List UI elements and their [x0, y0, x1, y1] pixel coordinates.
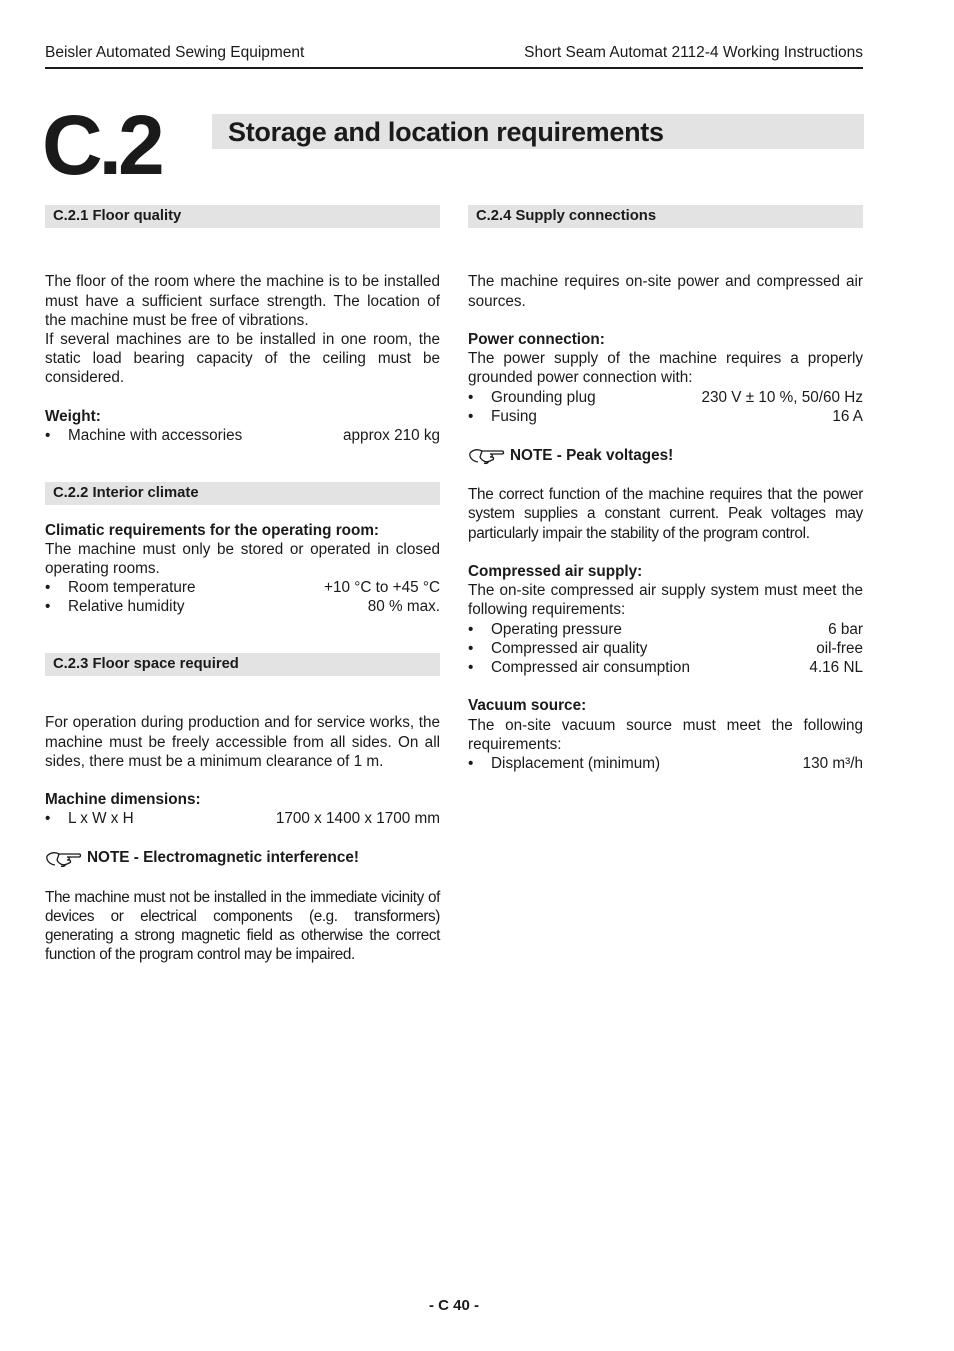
climate-requirements-text: The machine must only be stored or operated in closed operating rooms.	[45, 540, 440, 577]
air-item-label: • Compressed air quality	[468, 639, 647, 658]
page-number: - C 40 -	[428, 1297, 479, 1314]
dimensions-row	[45, 809, 440, 828]
air-item-value: 6 bar	[828, 620, 863, 638]
vacuum-label: Vacuum source:	[468, 697, 587, 715]
weight-row	[45, 426, 440, 445]
vacuum-text: The on-site vacuum source must meet the following requirements:	[468, 716, 863, 753]
section-heading-supply-connections: C.2.4 Supply connections	[468, 205, 863, 228]
air-item-label: • Operating pressure	[468, 620, 622, 639]
air-row	[468, 639, 863, 658]
climate-requirements-label: Climatic requirements for the operating room:	[45, 521, 380, 539]
weight-value: approx 210 kg	[343, 427, 440, 444]
header-left: Beisler Automated Sewing Equipment	[45, 44, 305, 61]
header-rule	[45, 67, 863, 69]
air-item-value: oil-free	[816, 639, 863, 657]
power-item-label: • Grounding plug	[468, 388, 596, 407]
floor-quality-paragraph-2: If several machines are to be installed in one room, the static load bearing capacity of the ceiling must be considered.	[45, 331, 440, 387]
vacuum-row	[468, 754, 863, 773]
chapter-title: Storage and location requirements	[228, 117, 664, 147]
weight-label: Weight:	[45, 407, 101, 425]
section-heading-floor-space: C.2.3 Floor space required	[45, 653, 440, 676]
note-electromagnetic	[45, 848, 440, 868]
floor-space-paragraph: For operation during production and for service works, the machine must be freely accessible from all sides. On all sides, there must be a minimum clearance of 1 m.	[45, 714, 440, 770]
right-column	[468, 205, 863, 773]
dimensions-value: 1700 x 1400 x 1700 mm	[275, 810, 440, 828]
note-title: NOTE - Peak voltages!	[510, 446, 674, 464]
climate-item-label: • Room temperature	[45, 578, 196, 597]
power-item-value: 16 A	[832, 407, 863, 425]
climate-row	[45, 597, 440, 616]
air-item-value: 4.16 NL	[809, 659, 863, 676]
air-item-label: • Compressed air consumption	[468, 658, 690, 677]
power-row	[468, 388, 863, 407]
left-column	[45, 205, 440, 965]
section-heading-interior-climate: C.2.2 Interior climate	[45, 482, 440, 505]
dimensions-item: • L x W x H	[45, 809, 134, 828]
pointing-hand-icon	[468, 445, 506, 465]
note-title: NOTE - Electromagnetic interference!	[87, 849, 360, 867]
floor-quality-paragraph: The floor of the room where the machine is to be installed must have a sufficient surface strength. The location of the machine must be free of vibrations.	[45, 273, 440, 329]
climate-row	[45, 578, 440, 597]
air-text: The on-site compressed air supply system must meet the following requirements:	[468, 582, 863, 619]
note-text: The correct function of the machine requires that the power system supplies a constant current. Peak voltages may particularly impair the stability of the program control.	[468, 486, 863, 542]
vacuum-item-value: 130 m³/h	[802, 755, 863, 772]
air-label: Compressed air supply:	[468, 562, 643, 580]
dimensions-label: Machine dimensions:	[45, 791, 201, 809]
header-right: Short Seam Automat 2112-4 Working Instructions	[524, 44, 863, 61]
air-row	[468, 620, 863, 639]
chapter-number: C.2	[42, 98, 161, 192]
power-text: The power supply of the machine requires a properly grounded power connection with:	[468, 350, 863, 387]
section-heading-floor-quality: C.2.1 Floor quality	[45, 205, 440, 228]
power-row	[468, 407, 863, 426]
climate-item-value: 80 % max.	[367, 598, 440, 616]
power-item-label: • Fusing	[468, 407, 537, 426]
air-row	[468, 658, 863, 677]
note-peak-voltages	[468, 445, 863, 465]
pointing-hand-icon	[45, 848, 83, 868]
vacuum-item-label: • Displacement (minimum)	[468, 754, 660, 773]
climate-item-label: • Relative humidity	[45, 597, 184, 616]
climate-item-value: +10 °C to +45 °C	[324, 579, 440, 597]
power-label: Power connection:	[468, 330, 605, 348]
weight-item: • Machine with accessories	[45, 426, 242, 445]
supply-intro: The machine requires on-site power and compressed air sources.	[468, 273, 863, 310]
power-item-value: 230 V ± 10 %, 50/60 Hz	[701, 388, 863, 406]
note-text: The machine must not be installed in the immediate vicinity of devices or electrical components (e.g. transformers) generating a strong magnetic field as otherwise the correct function of the program control may be impaired.	[45, 888, 440, 964]
